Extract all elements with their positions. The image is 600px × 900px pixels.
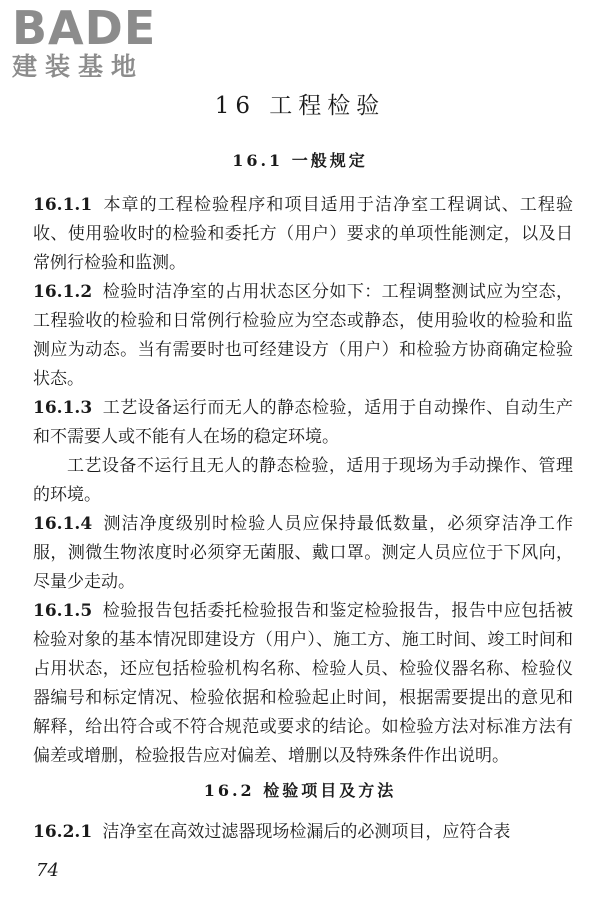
clause-text: 测洁净度级别时检验人员应保持最低数量，必须穿洁净工作服，测微生物浓度时必须穿无菌服、戴口罩。测定人员应位于下风向，尽量少走动。 <box>33 514 573 592</box>
page-number: 74 <box>36 860 59 881</box>
clause-text: 本章的工程检验程序和项目适用于洁净室工程调试、工程验收、使用验收时的检验和委托方（用户）要求的单项性能测定，以及日常例行检验和监测。 <box>33 195 573 273</box>
section-title-16-2: 16.2 检验项目及方法 <box>203 781 397 800</box>
bade-logo <box>12 2 156 82</box>
clause-number: 16.1.1 <box>33 195 93 215</box>
clause-16-1-3-continued <box>33 452 573 510</box>
clause-16-1-4 <box>33 510 573 597</box>
clause-number: 16.1.2 <box>33 282 93 302</box>
clause-text: 检验时洁净室的占用状态区分如下：工程调整测试应为空态，工程验收的检验和日常例行检验应为空态或静态，使用验收的检验和监测应为动态。当有需要时也可经建设方（用户）和检验方协商确定检验状态。 <box>33 282 573 389</box>
clause-number: 16.1.4 <box>33 514 93 534</box>
section-body-16-1 <box>33 191 573 771</box>
logo-subtitle: 建装基地 <box>12 52 145 81</box>
clause-number: 16.1.5 <box>33 601 93 621</box>
clause-16-1-5 <box>33 597 573 771</box>
chapter-title: 16 工程检验 <box>214 93 386 119</box>
logo-wordmark: BADE <box>12 1 157 55</box>
clause-text: 工艺设备不运行且无人的静态检验，适用于现场为手动操作、管理的环境。 <box>33 456 573 505</box>
section-title-16-1: 16.1 一般规定 <box>232 151 368 170</box>
clause-16-1-1 <box>33 191 573 278</box>
clause-16-2-1 <box>33 818 573 847</box>
clause-text: 工艺设备运行而无人的静态检验，适用于自动操作、自动生产和不需要人或不能有人在场的稳定环境。 <box>33 398 573 447</box>
section-body-16-2 <box>33 818 573 847</box>
clause-number: 16.1.3 <box>33 398 93 418</box>
clause-number: 16.2.1 <box>33 822 93 842</box>
clause-text: 洁净室在高效过滤器现场检漏后的必测项目，应符合表 <box>102 822 511 842</box>
clause-16-1-2 <box>33 278 573 394</box>
clause-text: 检验报告包括委托检验报告和鉴定检验报告，报告中应包括被检验对象的基本情况即建设方（用户）、施工方、施工时间、竣工时间和占用状态，还应包括检验机构名称、检验人员、检验仪器名称、检验仪器编号和标定情况、检验依据和检验起止时间，根据需要提出的意见和解释，给出符合或不符合规范或要求的结论。如检验方法对标准方法有偏差或增删，检验报告应对偏差、增删以及特殊条件作出说明。 <box>33 601 573 766</box>
clause-16-1-3 <box>33 394 573 452</box>
